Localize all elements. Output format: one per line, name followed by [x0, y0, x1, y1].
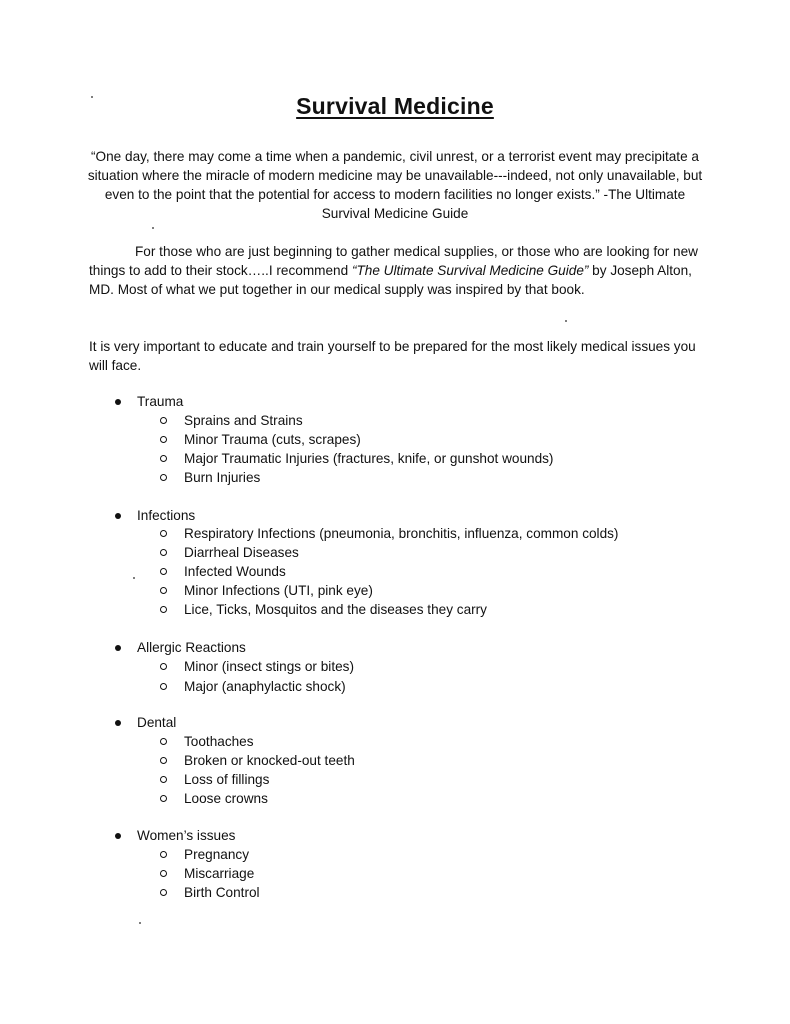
page-title: Survival Medicine — [296, 93, 494, 119]
bullet-icon — [115, 399, 121, 405]
intro-text-after: by Joseph Alton, MD. Most of what we put together in our medical supply was inspired by that book. — [89, 263, 692, 297]
circle-bullet-icon — [160, 455, 167, 462]
circle-bullet-icon — [160, 738, 167, 745]
list-item-label: Infected Wounds — [184, 564, 286, 579]
list-item-label: Minor (insect stings or bites) — [184, 659, 354, 674]
circle-bullet-icon — [160, 474, 167, 481]
bullet-icon — [115, 513, 121, 519]
category-label: Allergic Reactions — [137, 640, 246, 655]
bullet-icon — [115, 720, 121, 726]
list-item-label: Major Traumatic Injuries (fractures, knife, or gunshot wounds) — [184, 451, 554, 466]
category-label: Dental — [137, 715, 177, 730]
scan-speck — [152, 227, 154, 229]
list-item-label: Loss of fillings — [184, 772, 270, 787]
circle-bullet-icon — [160, 889, 167, 896]
list-item-label: Toothaches — [184, 734, 254, 749]
list-item-label: Sprains and Strains — [184, 413, 303, 428]
scan-speck — [565, 320, 567, 322]
list-item-label: Burn Injuries — [184, 470, 261, 485]
list-item-label: Broken or knocked-out teeth — [184, 753, 355, 768]
category-label: Trauma — [137, 394, 184, 409]
circle-bullet-icon — [160, 606, 167, 613]
list-item-label: Loose crowns — [184, 791, 268, 806]
category-label: Women’s issues — [137, 828, 236, 843]
education-paragraph: It is very important to educate and train yourself to be prepared for the most likely medical issues you will face. — [89, 339, 696, 373]
circle-bullet-icon — [160, 568, 167, 575]
circle-bullet-icon — [160, 795, 167, 802]
category-label: Infections — [137, 508, 196, 523]
circle-bullet-icon — [160, 870, 167, 877]
circle-bullet-icon — [160, 663, 167, 670]
circle-bullet-icon — [160, 683, 167, 690]
list-item-label: Pregnancy — [184, 847, 249, 862]
opening-quote: “One day, there may come a time when a pandemic, civil unrest, or a terrorist event may precipitate a situation where the miracle of modern medicine may be unavailable---indeed, not only unavailable, but even to the point that the potential for access to modern facilities no longer exists.” -The Ultimate Survival Medicine Guide — [87, 149, 703, 221]
circle-bullet-icon — [160, 417, 167, 424]
list-item-label: Diarrheal Diseases — [184, 545, 299, 560]
circle-bullet-icon — [160, 757, 167, 764]
circle-bullet-icon — [160, 851, 167, 858]
circle-bullet-icon — [160, 587, 167, 594]
circle-bullet-icon — [160, 776, 167, 783]
list-item-label: Respiratory Infections (pneumonia, bronchitis, influenza, common colds) — [184, 526, 619, 541]
list-item-label: Birth Control — [184, 885, 260, 900]
list-item-label: Major (anaphylactic shock) — [184, 679, 346, 694]
scan-speck — [139, 922, 141, 924]
intro-text-before: For those who are just beginning to gather medical supplies, or those who are looking for new things to add to their stock…..I recommend — [89, 244, 698, 278]
circle-bullet-icon — [160, 436, 167, 443]
list-item-label: Miscarriage — [184, 866, 255, 881]
list-item-label: Minor Infections (UTI, pink eye) — [184, 583, 373, 598]
list-item-label: Minor Trauma (cuts, scrapes) — [184, 432, 361, 447]
bullet-icon — [115, 645, 121, 651]
book-title: “The Ultimate Survival Medicine Guide” — [351, 263, 589, 278]
scan-speck — [133, 577, 135, 579]
scan-speck — [91, 96, 93, 98]
intro-paragraph — [89, 242, 709, 299]
circle-bullet-icon — [160, 530, 167, 537]
bullet-icon — [115, 833, 121, 839]
list-item-label: Lice, Ticks, Mosquitos and the diseases they carry — [184, 602, 487, 617]
circle-bullet-icon — [160, 549, 167, 556]
